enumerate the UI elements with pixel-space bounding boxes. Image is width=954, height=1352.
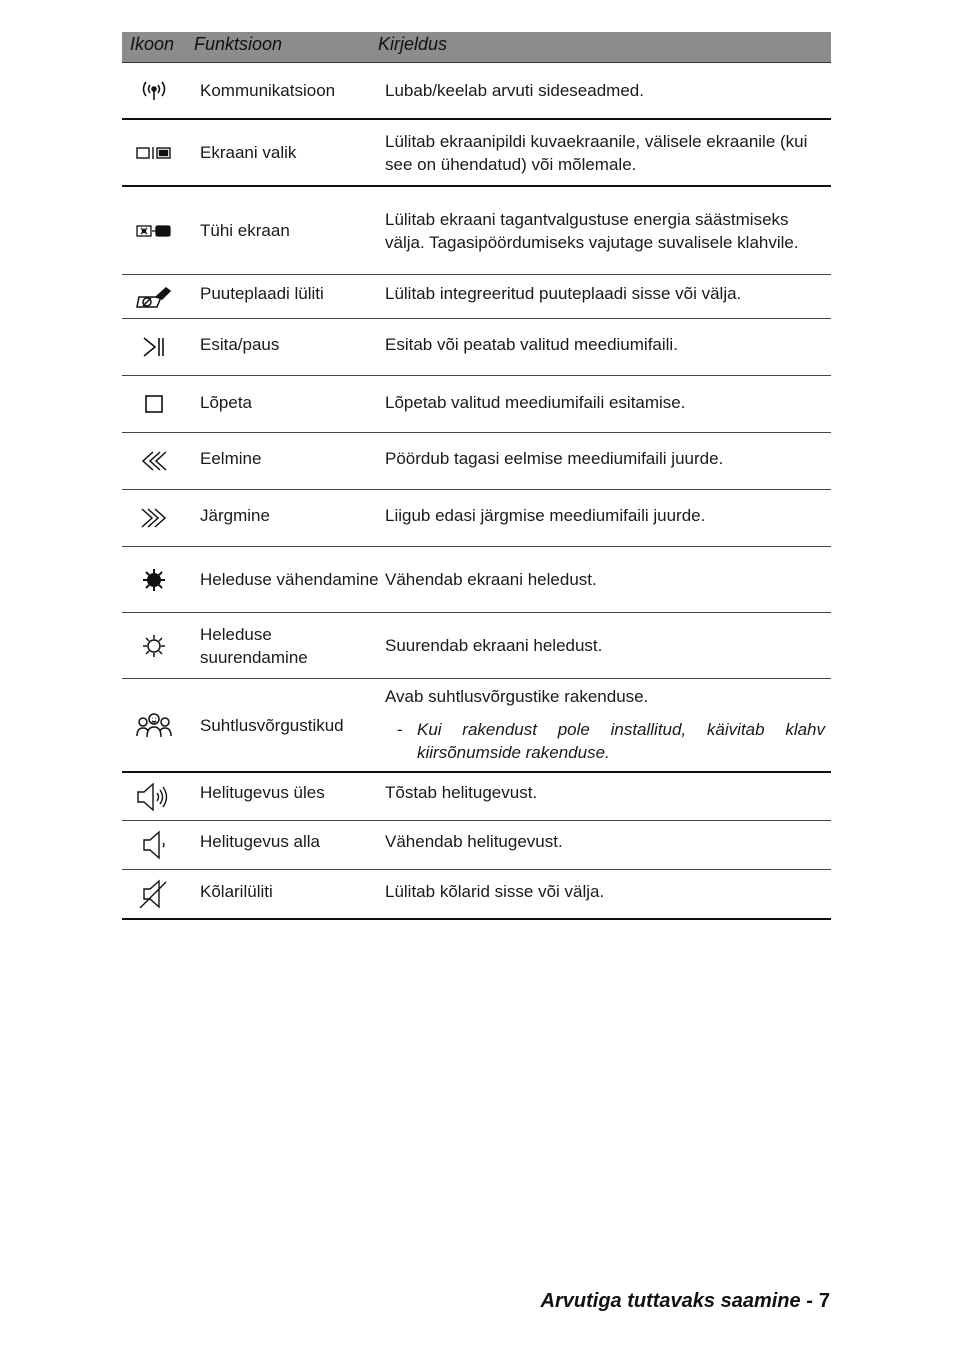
description-text: Pöördub tagasi eelmise meediumifaili juurde. <box>385 449 724 468</box>
description-text: Lubab/keelab arvuti sideseadmed. <box>385 81 644 100</box>
touchpad-toggle-icon <box>136 275 172 318</box>
table-row <box>122 275 831 319</box>
function-label: Tühi ekraan <box>200 221 290 240</box>
description-text: Suurendab ekraani heledust. <box>385 636 603 655</box>
speaker-mute-icon <box>136 870 172 918</box>
function-label: Kõlarilüliti <box>200 882 273 901</box>
function-label: Lõpeta <box>200 393 252 412</box>
previous-icon <box>136 433 172 489</box>
header-description: Kirjeldus <box>378 34 448 54</box>
description-text: Lõpetab valitud meediumifaili esitamise. <box>385 393 686 412</box>
function-label: Esita/paus <box>200 335 280 354</box>
table-row <box>122 490 831 547</box>
function-label: Ekraani valik <box>200 143 297 162</box>
brightness-down-icon <box>136 547 172 612</box>
function-label: Helitugevus alla <box>200 832 321 851</box>
stop-icon <box>136 376 172 432</box>
function-label: Kommunikatsioon <box>200 81 336 100</box>
note <box>385 718 825 764</box>
note-text: Kui rakendust pole installitud, käivitab klahv kiirsõnumside rakenduse. <box>417 720 825 762</box>
wireless-icon <box>136 63 172 118</box>
function-label: Järgmine <box>200 506 270 525</box>
description-text: Avab suhtlusvõrgustike rakenduse. <box>385 687 649 706</box>
function-label: Heleduse vähendamine <box>200 570 379 589</box>
description-text: Esitab või peatab valitud meediumifaili. <box>385 335 678 354</box>
table-row <box>122 63 831 119</box>
description-text: Lülitab kõlarid sisse või välja. <box>385 882 605 901</box>
brightness-up-icon <box>136 613 172 678</box>
description-text: Lülitab ekraani tagantvalgustuse energia säästmiseks välja. Tagasipöördumiseks vajutage suvalisele klahvile. <box>385 209 799 252</box>
description-cell <box>385 679 825 771</box>
footer-title: Arvutiga tuttavaks saamine - <box>540 1290 813 1312</box>
hotkey-table <box>122 32 831 920</box>
description-text: Vähendab helitugevust. <box>385 832 563 851</box>
next-icon <box>136 490 172 546</box>
note-dash: - <box>397 720 403 739</box>
table-row <box>122 679 831 773</box>
description-text: Lülitab ekraanipildi kuvaekraanile, välisele ekraanile (kui see on ühendatud) või mõlemale. <box>385 131 808 174</box>
description-text: Vähendab ekraani heledust. <box>385 570 597 589</box>
description-text: Tõstab helitugevust. <box>385 783 538 802</box>
header-icon: Ikoon <box>130 34 175 54</box>
social-networks-icon <box>136 679 172 771</box>
function-label: Puuteplaadi lüliti <box>200 284 324 303</box>
function-label: Helitugevus üles <box>200 783 325 802</box>
description-text: Lülitab integreeritud puuteplaadi sisse või välja. <box>385 284 742 303</box>
table-row <box>122 870 831 920</box>
table-header <box>122 32 831 63</box>
page-footer <box>541 1290 830 1313</box>
volume-down-icon <box>136 821 172 869</box>
header-function: Funktsioon <box>194 34 283 54</box>
table-row <box>122 773 831 821</box>
table-row <box>122 118 831 187</box>
table-row <box>122 821 831 870</box>
function-label: Eelmine <box>200 449 262 468</box>
description-text: Liigub edasi järgmise meediumifaili juurde. <box>385 506 706 525</box>
table-row <box>122 547 831 613</box>
function-label: Suhtlusvõrgustikud <box>200 715 344 735</box>
table-row <box>122 187 831 275</box>
page-number: 7 <box>818 1290 830 1312</box>
display-off-icon <box>136 187 172 274</box>
display-toggle-icon <box>136 120 172 185</box>
table-row <box>122 319 831 376</box>
table-row <box>122 613 831 679</box>
function-label: Heleduse suurendamine <box>200 624 308 667</box>
table-row <box>122 376 831 433</box>
table-row <box>122 433 831 490</box>
play-pause-icon <box>136 319 172 375</box>
volume-up-icon <box>136 773 172 820</box>
